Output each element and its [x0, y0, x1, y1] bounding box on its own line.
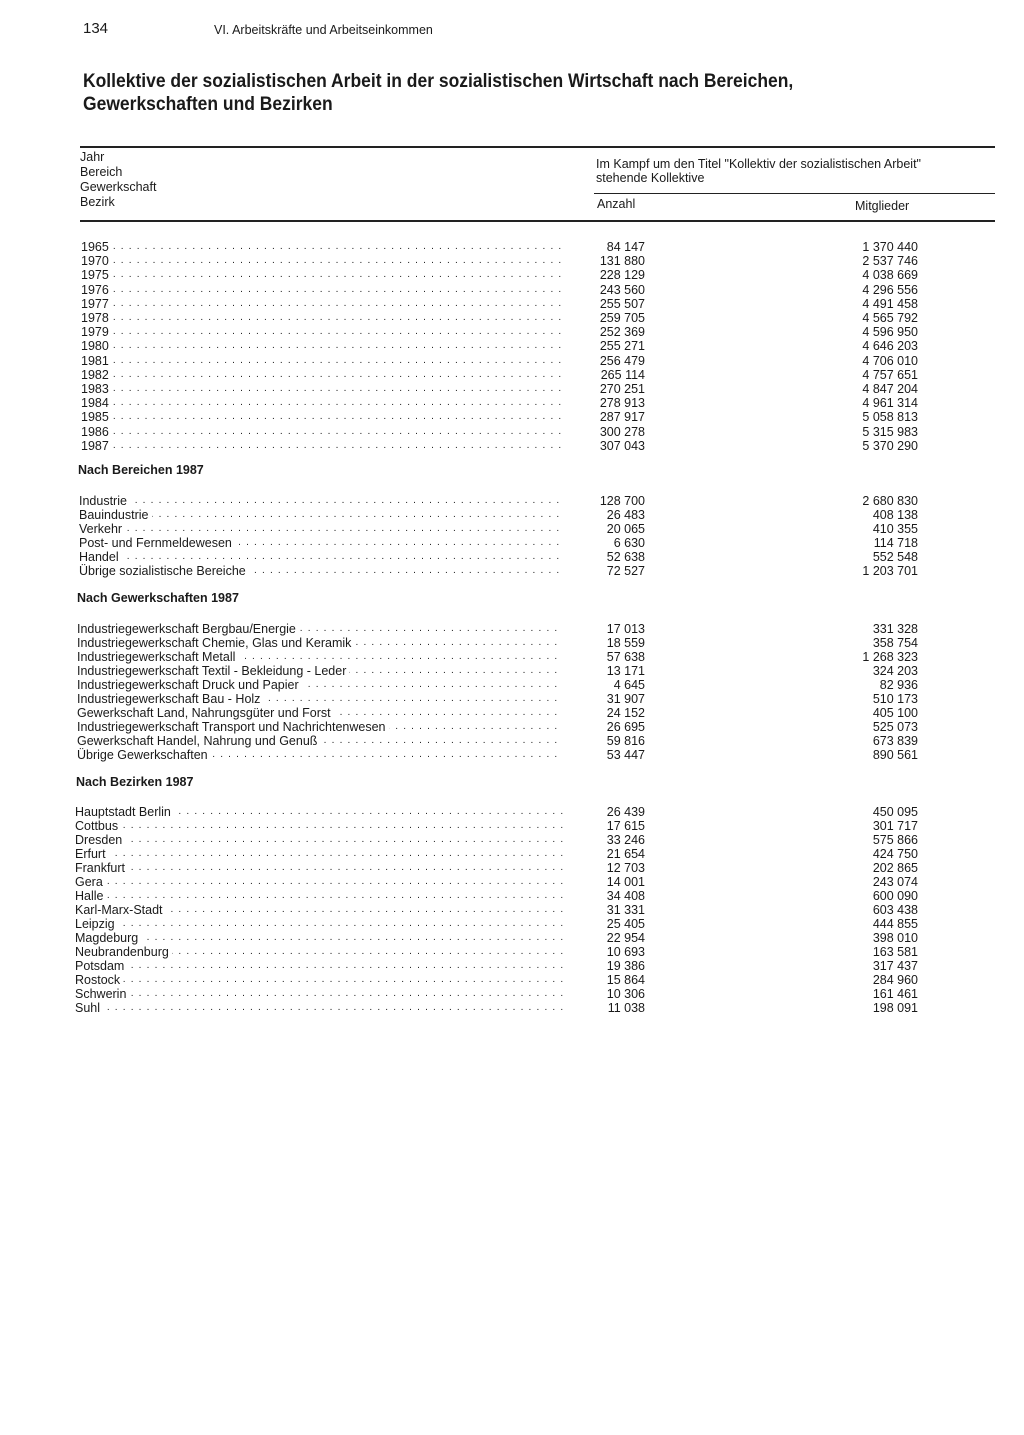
mitglieder-value: 5 370 290	[862, 438, 918, 453]
bezirk-row	[0, 903, 1024, 917]
bereich-row	[0, 536, 1024, 550]
gewerkschaft-row	[0, 678, 1024, 692]
title-line-1: Kollektive der sozialistischen Arbeit in der sozialistischen Wirtschaft nach Bereichen,	[83, 71, 794, 92]
anzahl-value: 131 880	[599, 254, 645, 269]
row-label: Industriegewerkschaft Bergbau/Energie	[77, 622, 299, 636]
stub-label-gewerkschaft: Gewerkschaft	[80, 180, 157, 194]
mitglieder-value: 2 680 830	[862, 494, 918, 508]
mitglieder-value: 575 866	[872, 833, 918, 847]
row-label: Magdeburg	[75, 931, 141, 945]
year-row	[0, 396, 1024, 410]
row-label: Karl-Marx-Stadt	[75, 903, 166, 917]
stub-label-bezirk: Bezirk	[80, 195, 115, 209]
mitglieder-value: 405 100	[872, 706, 918, 720]
mitglieder-value: 243 074	[872, 875, 918, 889]
anzahl-value: 10 693	[606, 945, 645, 959]
year-row	[0, 410, 1024, 424]
row-label: Halle	[75, 889, 107, 903]
title-line-2: Gewerkschaften und Bezirken	[83, 94, 333, 115]
gewerkschaft-row	[0, 692, 1024, 706]
anzahl-value: 59 816	[606, 734, 645, 748]
anzahl-value: 4 645	[613, 678, 645, 692]
anzahl-value: 13 171	[606, 664, 645, 678]
bezirk-row	[0, 889, 1024, 903]
anzahl-value: 26 483	[606, 508, 645, 522]
row-label: Gewerkschaft Land, Nahrungsgüter und Forst	[77, 706, 334, 720]
anzahl-value: 259 705	[599, 311, 645, 325]
mitglieder-value: 4 757 651	[862, 367, 918, 382]
row-label: 1985	[81, 410, 112, 424]
gewerkschaft-row	[0, 748, 1024, 762]
year-row	[0, 311, 1024, 325]
year-row	[0, 425, 1024, 439]
year-row	[0, 339, 1024, 353]
mitglieder-value: 161 461	[872, 987, 918, 1001]
row-label: Handel	[79, 550, 122, 564]
mitglieder-value: 600 090	[872, 889, 918, 903]
row-label: 1965	[81, 240, 112, 254]
gewerkschaft-row	[0, 636, 1024, 650]
mitglieder-value: 4 847 204	[862, 382, 918, 396]
row-label: Post- und Fernmeldewesen	[79, 536, 235, 550]
anzahl-value: 17 615	[606, 819, 645, 833]
mitglieder-value: 5 058 813	[862, 410, 918, 425]
mitglieder-value: 324 203	[872, 664, 918, 678]
anzahl-value: 300 278	[599, 424, 645, 439]
bezirk-row	[0, 917, 1024, 931]
section-heading-bereiche: Nach Bereichen 1987	[78, 463, 204, 477]
mitglieder-value: 4 596 950	[862, 325, 918, 340]
column-header-mitglieder: Mitglieder	[855, 199, 910, 213]
mitglieder-value: 2 537 746	[862, 254, 918, 269]
anzahl-value: 270 251	[599, 382, 645, 396]
mitglieder-value: 4 565 792	[862, 311, 918, 325]
bezirk-row	[0, 805, 1024, 819]
mitglieder-value: 398 010	[872, 931, 918, 945]
mitglieder-value: 510 173	[872, 692, 918, 706]
row-label: Potsdam	[75, 959, 127, 973]
row-label: Industriegewerkschaft Druck und Papier	[77, 678, 302, 692]
row-label: Leipzig	[75, 917, 118, 931]
anzahl-value: 255 271	[599, 339, 645, 354]
bezirk-row	[0, 875, 1024, 889]
mitglieder-value: 673 839	[872, 734, 918, 748]
anzahl-value: 265 114	[600, 367, 645, 382]
row-label: Gera	[75, 875, 106, 889]
top-rule	[80, 146, 995, 148]
anzahl-value: 57 638	[606, 650, 645, 664]
anzahl-value: 24 152	[606, 706, 645, 720]
anzahl-value: 31 907	[606, 692, 645, 706]
bezirk-row	[0, 959, 1024, 973]
mitglieder-value: 331 328	[872, 622, 918, 636]
year-row	[0, 297, 1024, 311]
mitglieder-value: 408 138	[872, 508, 918, 522]
anzahl-value: 33 246	[606, 833, 645, 847]
gewerkschaft-row	[0, 706, 1024, 720]
bezirk-row	[0, 819, 1024, 833]
row-label: 1986	[81, 425, 112, 439]
anzahl-value: 252 369	[599, 325, 645, 340]
row-label: Erfurt	[75, 847, 109, 861]
bezirk-row	[0, 931, 1024, 945]
gewerkschaft-row	[0, 650, 1024, 664]
anzahl-value: 21 654	[606, 847, 645, 861]
bezirk-row	[0, 945, 1024, 959]
section-heading-bezirke: Nach Bezirken 1987	[76, 775, 194, 789]
mitglieder-value: 1 268 323	[862, 650, 918, 664]
anzahl-value: 20 065	[606, 522, 645, 536]
bezirk-row	[0, 861, 1024, 875]
year-row	[0, 382, 1024, 396]
row-label: Industriegewerkschaft Bau - Holz	[77, 692, 263, 706]
anzahl-value: 243 560	[599, 282, 645, 297]
anzahl-value: 10 306	[606, 987, 645, 1001]
row-label: Neubrandenburg	[75, 945, 172, 959]
mitglieder-value: 114 718	[873, 536, 918, 550]
mitglieder-value: 4 491 458	[862, 296, 918, 311]
mitglieder-value: 525 073	[872, 720, 918, 734]
anzahl-value: 255 507	[599, 296, 645, 311]
anzahl-value: 34 408	[606, 889, 645, 903]
year-row	[0, 283, 1024, 297]
running-head: VI. Arbeitskräfte und Arbeitseinkommen	[214, 23, 433, 37]
stub-label-bereich: Bereich	[80, 165, 123, 179]
anzahl-value: 53 447	[606, 748, 645, 762]
year-row	[0, 354, 1024, 368]
anzahl-value: 22 954	[606, 931, 645, 945]
mitglieder-value: 317 437	[872, 959, 918, 973]
column-group-rule	[594, 193, 995, 194]
mitglieder-value: 4 961 314	[862, 396, 918, 411]
anzahl-value: 14 001	[606, 875, 645, 889]
row-label: 1981	[81, 354, 112, 368]
mitglieder-value: 358 754	[872, 636, 918, 650]
year-row	[0, 325, 1024, 339]
row-label: 1979	[81, 325, 112, 339]
anzahl-value: 52 638	[606, 550, 645, 564]
row-label: Industriegewerkschaft Metall	[77, 650, 238, 664]
gewerkschaft-row	[0, 720, 1024, 734]
mitglieder-value: 450 095	[872, 805, 918, 819]
anzahl-value: 287 917	[599, 410, 645, 425]
anzahl-value: 6 630	[613, 536, 645, 550]
bezirk-row	[0, 847, 1024, 861]
row-label: Übrige sozialistische Bereiche	[79, 564, 249, 578]
mitglieder-value: 552 548	[872, 550, 918, 564]
row-label: Übrige Gewerkschaften	[77, 748, 211, 762]
stub-header	[80, 150, 156, 210]
row-label: Hauptstadt Berlin	[75, 805, 174, 819]
row-label: Industriegewerkschaft Transport und Nachrichtenwesen	[77, 720, 389, 734]
mitglieder-value: 301 717	[872, 819, 918, 833]
mitglieder-value: 82 936	[879, 678, 918, 692]
anzahl-value: 26 439	[606, 805, 645, 819]
anzahl-value: 18 559	[606, 636, 645, 650]
row-label: 1980	[81, 339, 112, 353]
column-group-title: Im Kampf um den Titel "Kollektiv der sozialistischen Arbeit"	[596, 157, 921, 171]
year-row	[0, 268, 1024, 282]
anzahl-value: 278 913	[599, 396, 645, 411]
gewerkschaft-row	[0, 622, 1024, 636]
mitglieder-value: 1 203 701	[862, 564, 918, 578]
row-label: Industrie	[79, 494, 130, 508]
year-row	[0, 439, 1024, 453]
row-label: Verkehr	[79, 522, 125, 536]
mitglieder-value: 163 581	[872, 945, 918, 959]
mitglieder-value: 4 646 203	[862, 339, 918, 354]
anzahl-value: 12 703	[606, 861, 645, 875]
row-label: 1978	[81, 311, 112, 325]
mitglieder-value: 890 561	[872, 748, 918, 762]
row-label: Suhl	[75, 1001, 103, 1015]
mitglieder-value: 202 865	[872, 861, 918, 875]
anzahl-value: 17 013	[606, 622, 645, 636]
mitglieder-value: 5 315 983	[862, 424, 918, 439]
anzahl-value: 26 695	[606, 720, 645, 734]
gewerkschaft-row	[0, 664, 1024, 678]
mitglieder-value: 444 855	[872, 917, 918, 931]
bereich-row	[0, 550, 1024, 564]
row-label: 1983	[81, 382, 112, 396]
row-label: Bauindustrie	[79, 508, 152, 522]
year-row	[0, 368, 1024, 382]
mitglieder-value: 284 960	[872, 973, 918, 987]
row-label: 1982	[81, 368, 112, 382]
bereich-row	[0, 508, 1024, 522]
mitglieder-value: 198 091	[872, 1001, 918, 1015]
bereich-row	[0, 494, 1024, 508]
mitglieder-value: 1 370 440	[862, 240, 918, 254]
anzahl-value: 72 527	[606, 564, 645, 578]
row-label: 1987	[81, 439, 112, 453]
anzahl-value: 31 331	[606, 903, 645, 917]
header-bottom-rule	[80, 220, 995, 222]
column-header-anzahl: Anzahl	[597, 197, 636, 211]
bereich-row	[0, 522, 1024, 536]
bereich-row	[0, 564, 1024, 578]
anzahl-value: 19 386	[606, 959, 645, 973]
row-label: Dresden	[75, 833, 125, 847]
page-number: 134	[83, 20, 109, 37]
row-label: Schwerin	[75, 987, 129, 1001]
anzahl-value: 228 129	[599, 268, 645, 283]
anzahl-value: 25 405	[606, 917, 645, 931]
mitglieder-value: 410 355	[872, 522, 918, 536]
anzahl-value: 11 038	[607, 1001, 645, 1015]
anzahl-value: 128 700	[599, 494, 645, 508]
year-row	[0, 240, 1024, 254]
row-label: Gewerkschaft Handel, Nahrung und Genuß	[77, 734, 320, 748]
mitglieder-value: 4 296 556	[862, 282, 918, 297]
mitglieder-value: 4 706 010	[862, 353, 918, 368]
column-group-subtitle: stehende Kollektive	[596, 171, 705, 185]
row-label: Frankfurt	[75, 861, 128, 875]
row-label: 1984	[81, 396, 112, 410]
gewerkschaft-row	[0, 734, 1024, 748]
bezirk-row	[0, 833, 1024, 847]
mitglieder-value: 4 038 669	[862, 268, 918, 283]
anzahl-value: 256 479	[599, 353, 645, 368]
bezirk-row	[0, 987, 1024, 1001]
row-label: 1975	[81, 268, 112, 282]
anzahl-value: 84 147	[606, 240, 645, 254]
row-label: Industriegewerkschaft Chemie, Glas und Keramik	[77, 636, 354, 650]
row-label: Cottbus	[75, 819, 121, 833]
mitglieder-value: 424 750	[872, 847, 918, 861]
section-heading-gewerkschaften: Nach Gewerkschaften 1987	[77, 591, 239, 605]
mitglieder-value: 603 438	[872, 903, 918, 917]
anzahl-value: 307 043	[599, 438, 645, 453]
row-label: 1970	[81, 254, 112, 268]
stub-label-jahr: Jahr	[80, 150, 105, 164]
column-group-header	[596, 157, 996, 185]
row-label: 1976	[81, 283, 112, 297]
anzahl-value: 15 864	[606, 973, 645, 987]
row-label: Industriegewerkschaft Textil - Bekleidung - Leder	[77, 664, 349, 678]
page-title	[83, 70, 874, 116]
row-label: Rostock	[75, 973, 123, 987]
bezirk-row	[0, 973, 1024, 987]
row-label: 1977	[81, 297, 112, 311]
year-row	[0, 254, 1024, 268]
bezirk-row	[0, 1001, 1024, 1015]
